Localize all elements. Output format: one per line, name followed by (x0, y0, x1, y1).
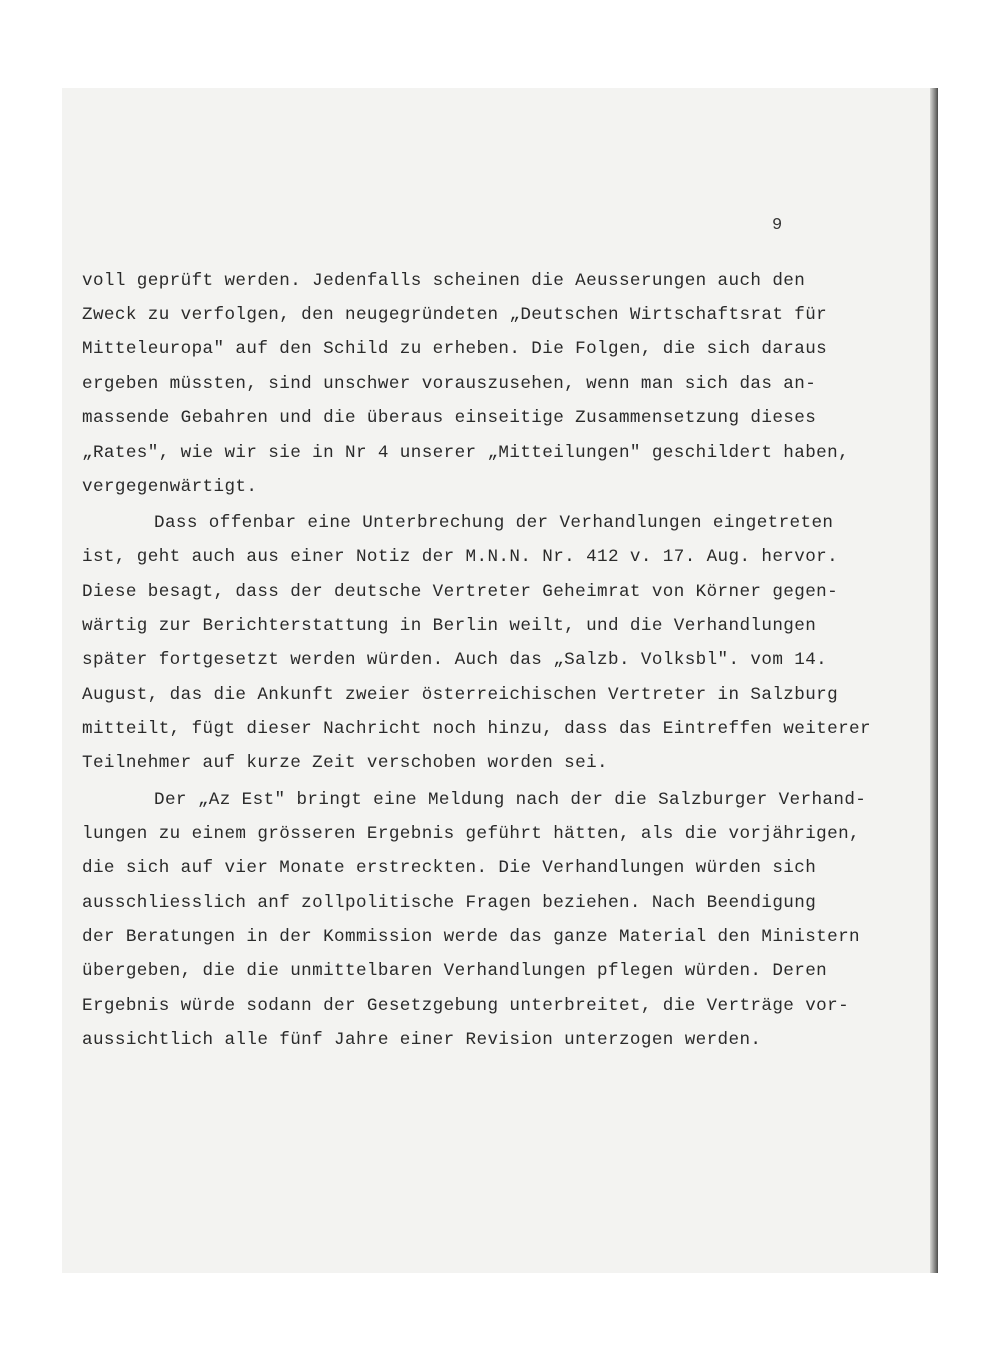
text-line: Der „Az Est" bringt eine Meldung nach der die Salzburger Verhand- (154, 790, 867, 810)
text-line: voll geprüft werden. Jedenfalls scheinen die Aeusserungen auch den (82, 271, 806, 291)
text-line: Teilnehmer auf kurze Zeit verschoben worden sei. (82, 753, 608, 773)
text-line: Ergebnis würde sodann der Gesetzgebung unterbreitet, die Verträge vor- (82, 996, 850, 1016)
text-line: vergegenwärtigt. (82, 477, 258, 497)
text-line: massende Gebahren und die überaus einseitige Zusammensetzung dieses (82, 408, 817, 428)
text-line: Mitteleuropa" auf den Schild zu erheben. Die Folgen, die sich daraus (82, 339, 828, 359)
text-line: wärtig zur Berichterstattung in Berlin weilt, und die Verhandlungen (82, 616, 817, 636)
page-number: 9 (772, 216, 783, 235)
text-line: ausschliesslich anf zollpolitische Fragen beziehen. Nach Beendigung (82, 893, 817, 913)
text-line: Dass offenbar eine Unterbrechung der Verhandlungen eingetreten (154, 513, 834, 533)
text-line: ergeben müssten, sind unschwer vorauszusehen, wenn man sich das an- (82, 374, 817, 394)
text-line: übergeben, die die unmittelbaren Verhandlungen pflegen würden. Deren (82, 961, 828, 981)
text-line: Zweck zu verfolgen, den neugegründeten „Deutschen Wirtschaftsrat für (82, 305, 828, 325)
text-line: August, das die Ankunft zweier österreichischen Vertreter in Salzburg (82, 685, 839, 705)
text-line: später fortgesetzt werden würden. Auch das „Salzb. Volksbl". vom 14. (82, 650, 828, 670)
text-line: die sich auf vier Monate erstreckten. Die Verhandlungen würden sich (82, 858, 817, 878)
text-line: mitteilt, fügt dieser Nachricht noch hinzu, dass das Eintreffen weiterer (82, 719, 871, 739)
scanned-page (62, 88, 938, 1273)
page-edge-shadow (930, 88, 938, 1273)
text-line: Diese besagt, dass der deutsche Vertreter Geheimrat von Körner gegen- (82, 582, 839, 602)
text-line: ist, geht auch aus einer Notiz der M.N.N. Nr. 412 v. 17. Aug. hervor. (82, 547, 839, 567)
text-line: aussichtlich alle fünf Jahre einer Revision unterzogen werden. (82, 1030, 762, 1050)
text-line: der Beratungen in der Kommission werde das ganze Material den Ministern (82, 927, 861, 947)
text-line: „Rates", wie wir sie in Nr 4 unserer „Mitteilungen" geschildert haben, (82, 443, 850, 463)
text-line: lungen zu einem grösseren Ergebnis geführt hätten, als die vorjährigen, (82, 824, 861, 844)
